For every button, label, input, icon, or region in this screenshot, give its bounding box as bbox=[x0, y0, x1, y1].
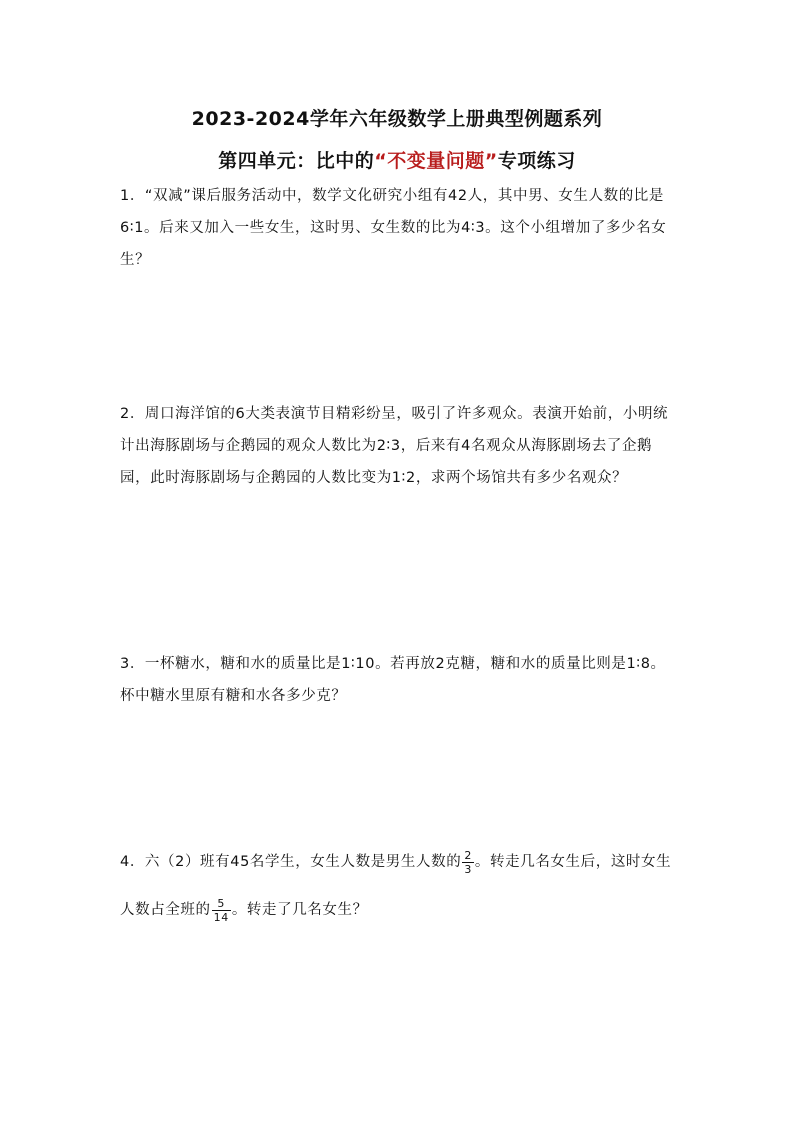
document-subtitle bbox=[0, 146, 794, 173]
question-4 bbox=[120, 838, 680, 934]
question-2: 2．周口海洋馆的6大类表演节目精彩纷呈，吸引了许多观众。表演开始前，小明统计出海豚剧场与企鹅园的观众人数比为2∶3，后来有4名观众从海豚剧场去了企鹅园，此时海豚剧场与企鹅园的人数比变为1∶2，求两个场馆共有多少名观众？ bbox=[120, 406, 669, 486]
fraction-denominator: 3 bbox=[464, 862, 472, 876]
document-title: 2023-2024学年六年级数学上册典型例题系列 bbox=[191, 108, 603, 130]
question-4-part2: 。转走几名女生后，这时女生人数占全班的 bbox=[120, 854, 672, 918]
subtitle-prefix: 第四单元：比中的 bbox=[218, 150, 375, 172]
question-4-part1: 4．六（2）班有45名学生，女生人数是男生人数的 bbox=[120, 854, 462, 870]
question-4-part3: 。转走了几名女生？ bbox=[231, 902, 368, 918]
fraction-five-fourteenths bbox=[212, 897, 231, 924]
question-1: 1．“双减”课后服务活动中，数学文化研究小组有42人，其中男、女生人数的比是6∶1。后来又加入一些女生，这时男、女生数的比为4∶3。这个小组增加了多少名女生？ bbox=[120, 188, 667, 268]
fraction-denominator: 14 bbox=[213, 910, 229, 924]
fraction-two-thirds bbox=[462, 849, 474, 876]
fraction-numerator: 5 bbox=[212, 897, 231, 911]
subtitle-highlight: “不变量问题” bbox=[374, 150, 498, 172]
question-3: 3．一杯糖水，糖和水的质量比是1∶10。若再放2克糖，糖和水的质量比则是1∶8。杯中糖水里原有糖和水各多少克？ bbox=[120, 656, 666, 704]
fraction-numerator: 2 bbox=[464, 848, 472, 862]
subtitle-suffix: 专项练习 bbox=[497, 150, 576, 172]
